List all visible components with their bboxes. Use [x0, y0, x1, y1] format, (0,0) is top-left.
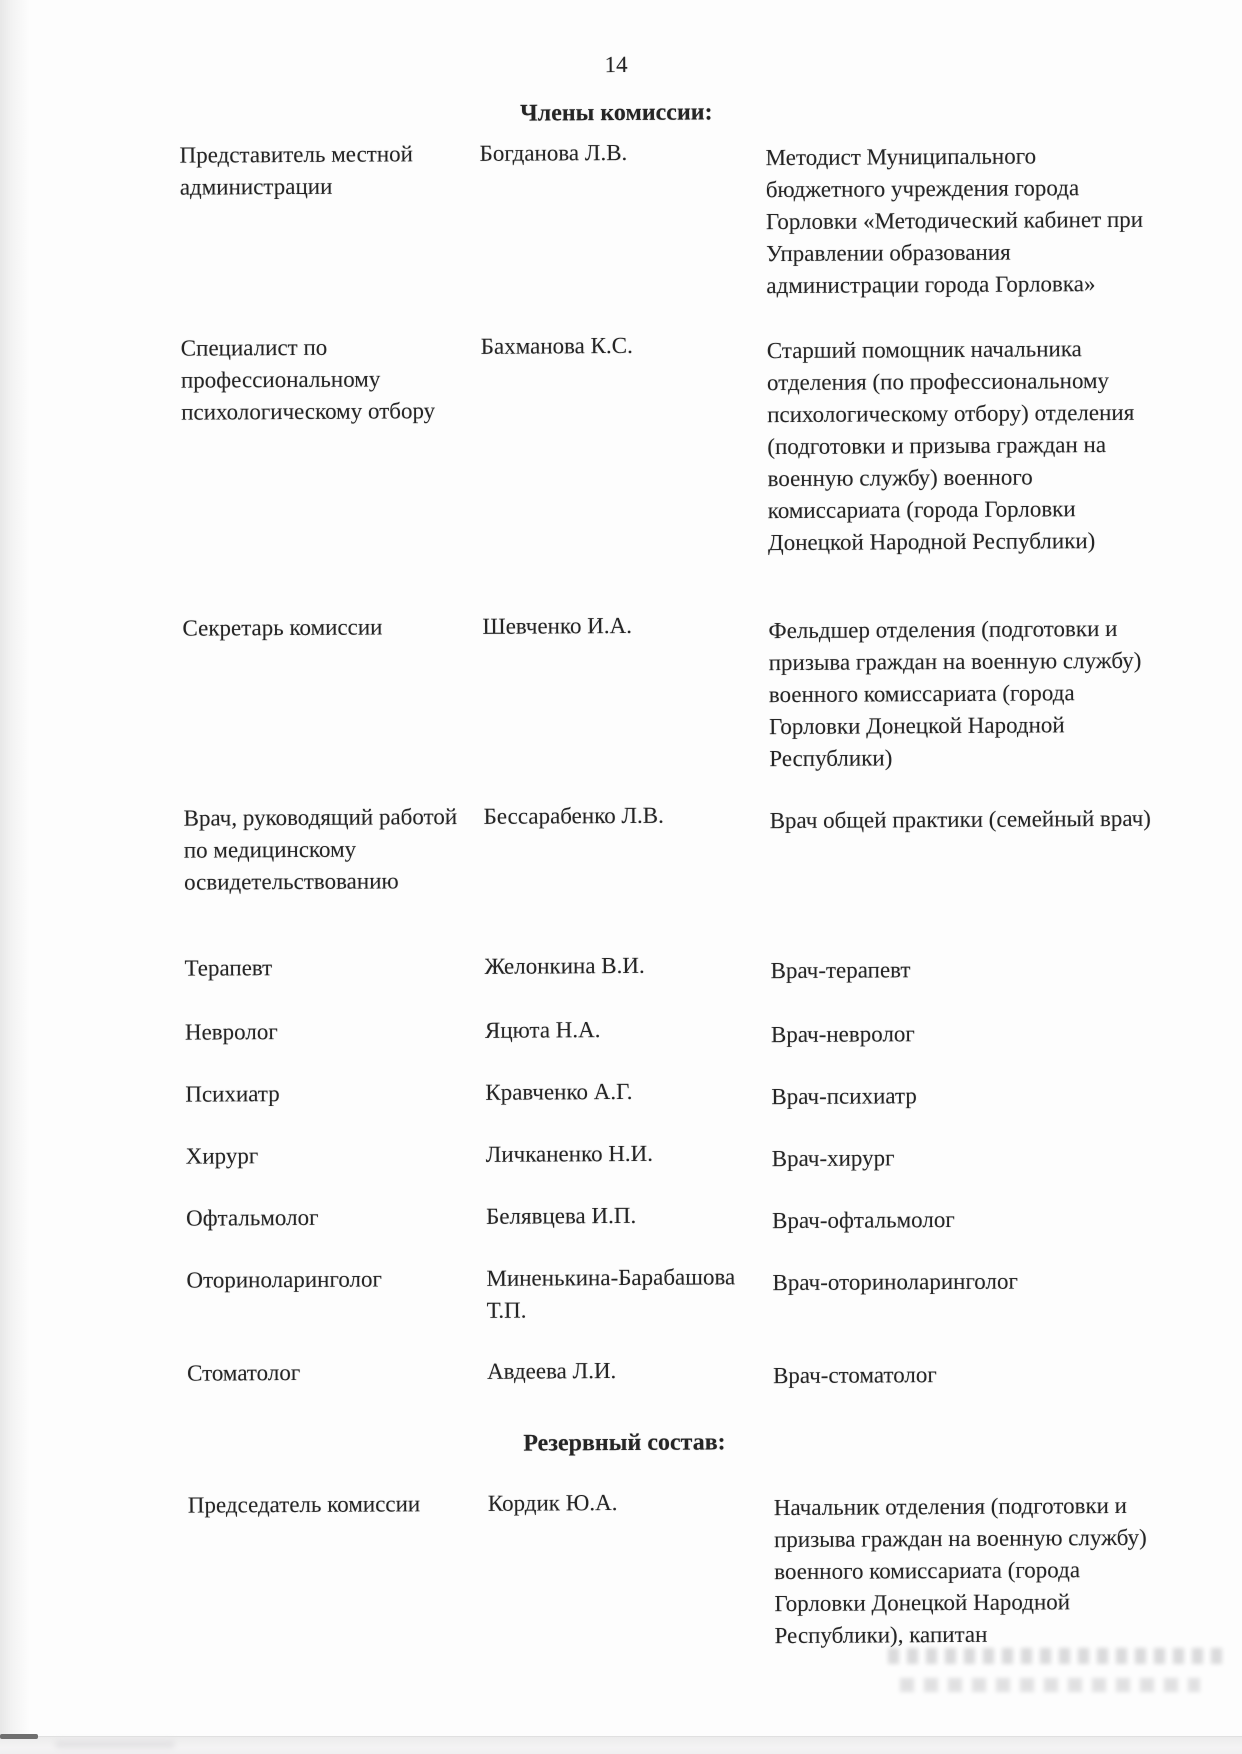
member-name: Кравченко А.Г. [485, 1078, 633, 1105]
member-description: Врач-хирург [771, 1145, 895, 1172]
member-role: Секретарь комиссии [182, 614, 383, 641]
member-name: Яцюта Н.А. [484, 1017, 601, 1043]
member-description: Врач-невролог [770, 1021, 915, 1048]
reserve-section-title: Резервный состав: [523, 1429, 726, 1457]
member-role: Оториноларинголог [186, 1266, 382, 1293]
member-role: Психиатр [185, 1081, 280, 1107]
member-role: Председатель комиссии [187, 1491, 421, 1518]
member-role: Стоматолог [186, 1359, 301, 1386]
member-description: Врач-оториноларинголог [772, 1268, 1018, 1296]
member-name: Желонкина В.И. [484, 952, 645, 979]
member-role: Невролог [184, 1019, 278, 1045]
member-description: Врач общей практики (семейный врач) [769, 805, 1151, 834]
commission-row [0, 946, 1242, 992]
member-role: Специалист по профессиональному психологическому отбору [180, 334, 436, 425]
member-description: Врач-офтальмолог [772, 1206, 955, 1234]
commission-row [0, 796, 1242, 900]
member-role: Хирург [185, 1143, 259, 1169]
commission-row [0, 606, 1241, 780]
commission-row [0, 326, 1240, 564]
member-role: Врач, руководящий работой по медицинскому освидетельствованию [183, 804, 458, 895]
member-description: Врач-терапевт [770, 957, 911, 984]
member-name: Бессарабенко Л.В. [483, 802, 664, 829]
commission-row [2, 1196, 1242, 1242]
member-description: Врач-психиатр [771, 1083, 917, 1110]
member-name: Белявцева И.П. [485, 1202, 637, 1229]
member-description: Старший помощник начальника отделения (по профессиональному психологическому отбору) отделения (подготовки и призыва граждан на военную службу) военного комиссариата (города Горловки Донецкой Народной Республики) [766, 336, 1135, 556]
member-role: Терапевт [184, 955, 273, 981]
member-name: Личканенко Н.И. [485, 1140, 654, 1167]
member-description: Начальник отделения (подготовки и призыва граждан на военную службу) военного комиссариата (города Горловки Донецкой Народной Республики), капитан [773, 1492, 1147, 1649]
member-name: Шевченко И.А. [482, 612, 633, 639]
commission-row [1, 1072, 1242, 1118]
member-name: Миненькина-Барабашова Т.П. [486, 1264, 736, 1323]
member-role: Офтальмолог [185, 1204, 319, 1231]
scan-bottom-mark [0, 1734, 38, 1739]
scan-bottom-band [0, 1736, 1242, 1754]
commission-row [2, 1134, 1242, 1180]
member-name: Кордик Ю.А. [487, 1490, 618, 1516]
commission-row [0, 133, 1238, 307]
commission-row [2, 1258, 1242, 1330]
member-description: Врач-стоматолог [772, 1362, 937, 1389]
page-showthrough-artifact [888, 1644, 1238, 1700]
member-description: Фельдшер отделения (подготовки и призыва граждан на военную службу) военного комиссариата (города Горловки Донецкой Народной Республики) [768, 615, 1142, 772]
commission-row [4, 1483, 1242, 1657]
member-description: Методист Муниципального бюджетного учреждения города Горловки «Методический кабинет при Управлении образования администрации города Горловка» [765, 143, 1144, 299]
scan-bottom-smudge [55, 1740, 175, 1748]
commission-row [3, 1351, 1242, 1397]
members-section-title: Члены комиссии: [520, 99, 713, 127]
member-role: Представитель местной администрации [179, 141, 413, 200]
commission-row [1, 1010, 1242, 1056]
member-name: Богданова Л.В. [479, 139, 628, 166]
page-number: 14 [604, 51, 628, 78]
member-name: Бахманова К.С. [480, 332, 633, 359]
member-name: Авдеева Л.И. [486, 1358, 617, 1384]
